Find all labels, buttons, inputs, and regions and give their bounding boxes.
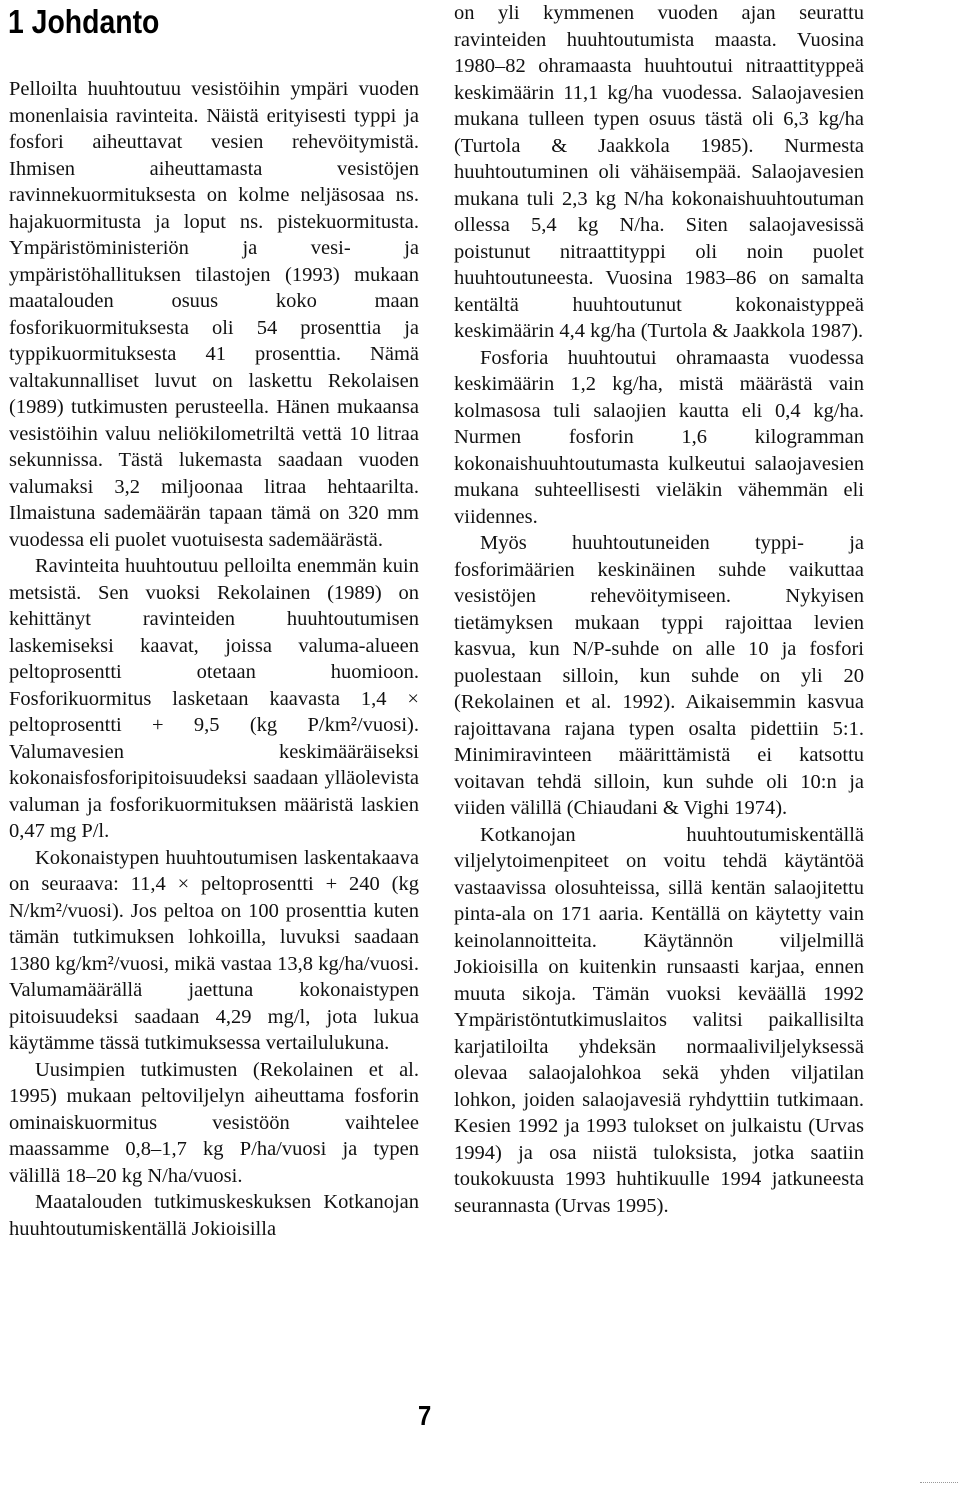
page-number: 7 [418, 1400, 432, 1431]
right-text-column [454, 0, 864, 1219]
body-paragraph: Myös huuhtoutuneiden typpi- ja fosforimäärien keskinäinen suhde vaikuttaa vesistöjen rehevöitymiseen. Nykyisen tietämyksen mukaan typpi rajoittaa levien kasvua, kun N/P-suhde on alle 10 ja fosfori puolestaan silloin, kun suhde on yli 20 (Rekolainen et al. 1992). Aikaisemmin kasvua rajoittavana rajana typen osalta pidettiin 5:1. Minimiravinteen määrittämistä ei katsottu voitavan tehdä silloin, kun suhde oli 10:n ja viiden välillä (Chiaudani & Vighi 1974). [454, 532, 864, 819]
body-paragraph: Pelloilta huuhtoutuu vesistöihin ympäri vuoden monenlaisia ravinteita. Näistä erityisesti typpi ja fosfori aiheuttavat vesien rehevöitymistä. Ihmisen aiheuttamasta vesistöjen ravinnekuormituksesta on kolme neljäsosaa ns. hajakuormitusta ja loput ns. pistekuormitusta. Ympäristöministeriön ja vesi- ja ympäristöhallituksen tilastojen (1993) mukaan maatalouden osuus koko maan fosforikuormituksesta oli 54 prosenttia ja typpikuormituksesta 41 prosenttia. Nämä valtakunnalliset luvut on laskettu Rekolaisen (1989) tutkimusten perusteella. Hänen mukaansa vesistöihin valuu neliökilometriltä vettä 10 litraa sekunnissa. Tästä lukemasta saadaan vuoden valumaksi 3,2 miljoonaa litraa hehtaarilta. Ilmaistuna sademäärän tapaan tämä on 320 mm vuodessa eli puolet vuotuisesta sademäärästä. [9, 78, 419, 551]
left-text-column [9, 76, 419, 1242]
body-paragraph: Kotkanojan huuhtoutumiskentällä viljelytoimenpiteet on voitu tehdä käytäntöä vastaavissa olosuhteissa, sillä kentän salaojitettu pinta-ala on 171 aaria. Kentällä on käytetty vain keinolannoitteita. Käytännön viljelmillä Jokioisilla on kuitenkin runsaasti karjaa, ennen muuta sikoja. Tämän vuoksi keväällä 1992 Ympäristöntutkimuslaitos valitsi paikallisilta karjatiloilta yhdeksän normaaliviljelyksessä olevaa salaojalohkoa sekä yhden viljatilan lohkon, joiden salaojavesiä ryhdyttiin tutkimaan. Kesien 1992 ja 1993 tulokset on julkaistu (Urvas 1994) ja osa niistä tuloksista, jotka saatiin toukokuusta 1993 huhtikuulle 1994 jatkuneesta seurannasta (Urvas 1995). [454, 823, 864, 1217]
corner-scan-mark [920, 1482, 958, 1489]
page-title: 1 Johdanto [8, 3, 160, 40]
body-paragraph: Fosforia huuhtoutui ohramaasta vuodessa keskimäärin 1,2 kg/ha, mistä määrästä vain kolmasosa tuli salaojien kautta eli 0,4 kg/ha. Nurmen fosforin 1,6 kilogramman kokonaishuuhtoutumasta kulkeutui salaojavesien mukana suhteellisesti vieläkin vähemmän eli viidennes. [454, 346, 864, 528]
body-paragraph: on yli kymmenen vuoden ajan seurattu ravinteiden huuhtoutumista maasta. Vuosina 1980–82 ohramaasta huuhtoutui nitraattityppeä keskimäärin 11,1 kg/ha vuodessa. Salaojavesien mukana tulleen typen osuus tästä oli 6,3 kg/ha (Turtola & Jaakkola 1985). Nurmesta huuhtoutuminen oli vähäisempää. Salaojavesien mukana tuli 2,3 kg N/ha kokonaishuuhtoutuman ollessa 5,4 kg N/ha. Siten salaojavesissä poistunut nitraattityppi oli noin puolet huuhtoutuneesta. Vuosina 1983–86 on samalta kentältä huuhtoutunut kokonaistyppeä keskimäärin 4,4 kg/ha (Turtola & Jaakkola 1987). [454, 2, 864, 342]
body-paragraph: Ravinteita huuhtoutuu pelloilta enemmän kuin metsistä. Sen vuoksi Rekolainen (1989) on kehittänyt ravinteiden huuhtoutumisen laskemiseksi kaavat, joissa valuma-alueen peltoprosentti otetaan huomioon. Fosforikuormitus lasketaan kaavasta 1,4 × peltoprosentti + 9,5 (kg P/km²/vuosi). Valumavesien keskimääräiseksi kokonaisfosforipitoisuudeksi saadaan ylläolevista valuman ja fosforikuormituksen määristä laskien 0,47 mg P/l. [9, 555, 419, 842]
body-paragraph: Kokonaistypen huuhtoutumisen laskentakaava on seuraava: 11,4 × peltoprosentti + 240 (kg N/km²/vuosi). Jos peltoa on 100 prosenttia kuten tämän tutkimuksen lohkoilla, luvuksi saadaan 1380 kg/km²/vuosi, mikä vastaa 13,8 kg/ha/vuosi. Valumamäärällä jaettuna kokonaistypen pitoisuudeksi saadaan 4,29 mg/l, jota lukua käytämme tässä tutkimuksessa vertailulukuna. [9, 846, 419, 1054]
body-paragraph: Uusimpien tutkimusten (Rekolainen et al. 1995) mukaan peltoviljelyn aiheuttama fosforin ominaiskuormitus vesistöön vaihtelee maassamme 0,8–1,7 kg P/ha/vuosi ja typen välillä 18–20 kg N/ha/vuosi. [9, 1058, 419, 1187]
body-paragraph: Maatalouden tutkimuskeskuksen Kotkanojan huuhtoutumiskentällä Jokioisilla [9, 1191, 419, 1240]
